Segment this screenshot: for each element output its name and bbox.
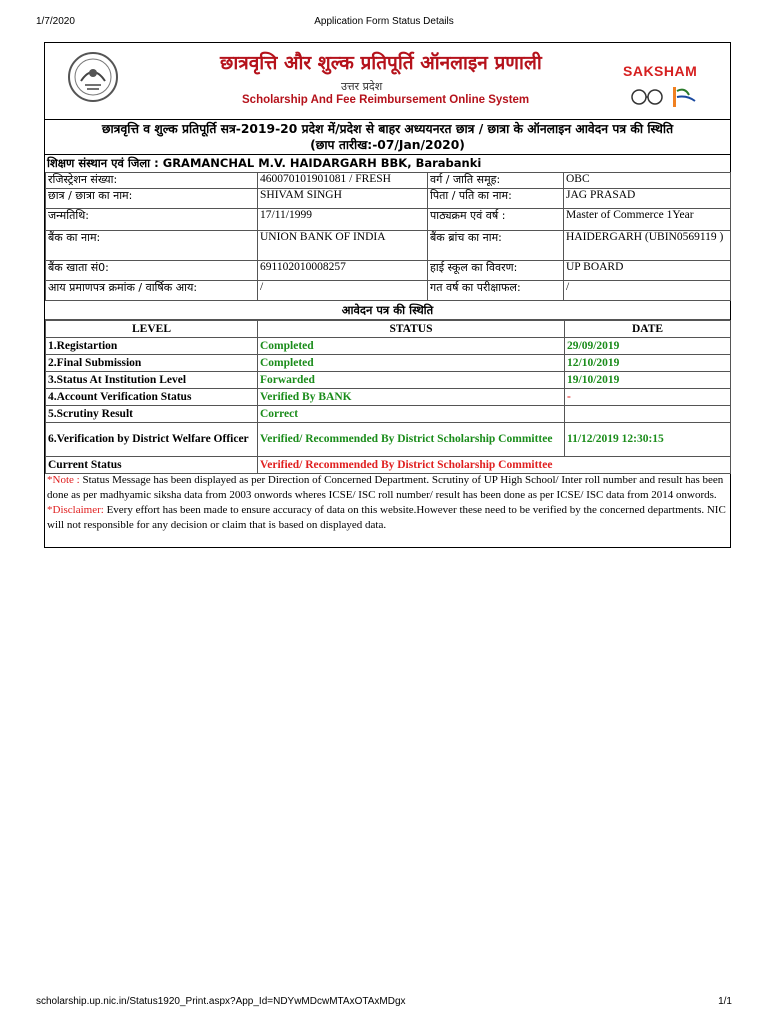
detail-label: हाई स्कूल का विवरण:: [428, 261, 564, 281]
date-cell: 29/09/2019: [565, 338, 731, 355]
status-cell: Completed: [258, 338, 565, 355]
table-row: [46, 423, 731, 457]
banner-title-english: Scholarship And Fee Reimbursement Online System: [242, 94, 530, 106]
date-cell: 19/10/2019: [565, 372, 731, 389]
detail-value: Master of Commerce 1Year: [564, 209, 731, 231]
status-cell: Forwarded: [258, 372, 565, 389]
detail-value: UP BOARD: [564, 261, 731, 281]
level-cell: 4.Account Verification Status: [46, 389, 258, 406]
table-row: [46, 209, 731, 231]
detail-value: /: [564, 281, 731, 301]
date-cell: [565, 406, 731, 423]
page-heading: [45, 119, 730, 155]
disclaimer-label: *Disclaimer:: [47, 504, 104, 516]
col-header-level: LEVEL: [46, 321, 258, 338]
print-title: Application Form Status Details: [314, 16, 454, 27]
table-row: [46, 261, 731, 281]
level-cell: 2.Final Submission: [46, 355, 258, 372]
detail-value: 460070101901081 / FRESH: [258, 173, 428, 189]
table-row: [46, 406, 731, 423]
detail-label: जन्मतिथि:: [46, 209, 258, 231]
print-page-number: 1/1: [718, 996, 732, 1007]
detail-value: 691102010008257: [258, 261, 428, 281]
saksham-digital-india-icon: [629, 83, 709, 115]
level-cell: 1.Registartion: [46, 338, 258, 355]
detail-label: पिता / पति का नाम:: [428, 189, 564, 209]
institution-row: [45, 155, 732, 172]
date-cell: 11/12/2019 12:30:15: [565, 423, 731, 457]
heading-line2: (छाप तारीख:-07/Jan/2020): [310, 138, 465, 152]
saksham-logo-text: SAKSHAM: [623, 63, 698, 79]
table-row: [46, 372, 731, 389]
status-cell: Verified By BANK: [258, 389, 565, 406]
note-text: Status Message has been displayed as per Direction of Concerned Department. Scrutiny of UP High School/ Inter roll number and result has been done as per madhyamic siksha data from 2003 onwords wheres ICSE/ ISC roll number/ result has been done as per ICSE/ ISC data from 2014 onwords.: [47, 474, 724, 501]
detail-label: बैंक खाता सं0:: [46, 261, 258, 281]
detail-value: JAG PRASAD: [564, 189, 731, 209]
detail-value: /: [258, 281, 428, 301]
notes-block: [47, 473, 729, 533]
status-cell: Completed: [258, 355, 565, 372]
col-header-status: STATUS: [258, 321, 565, 338]
table-row: [46, 338, 731, 355]
detail-label: बैंक ब्रांच का नाम:: [428, 231, 564, 261]
status-cell: Correct: [258, 406, 565, 423]
table-row: [46, 355, 731, 372]
banner: [45, 43, 730, 118]
detail-value: OBC: [564, 173, 731, 189]
detail-label: रजिस्ट्रेशन संख्या:: [46, 173, 258, 189]
detail-label: वर्ग / जाति समूह:: [428, 173, 564, 189]
disclaimer-text: Every effort has been made to ensure accuracy of data on this website.However these need to be verified by the concerned departments. NIC will not responsible for any decision or claim that is based on displayed data.: [47, 504, 726, 531]
current-status-row: [46, 457, 731, 474]
col-header-date: DATE: [565, 321, 731, 338]
level-cell: 6.Verification by District Welfare Officer: [46, 423, 258, 457]
print-header: [0, 16, 768, 30]
table-row: [46, 281, 731, 301]
status-table: [45, 320, 731, 474]
detail-label: छात्र / छात्रा का नाम:: [46, 189, 258, 209]
level-cell: 3.Status At Institution Level: [46, 372, 258, 389]
detail-label: पाठ्यक्रम एवं वर्ष :: [428, 209, 564, 231]
detail-label: बैंक का नाम:: [46, 231, 258, 261]
table-row: [46, 189, 731, 209]
current-status-label: Current Status: [46, 457, 258, 474]
table-header-row: [46, 321, 731, 338]
print-url: scholarship.up.nic.in/Status1920_Print.aspx?App_Id=NDYwMDcwMTAxOTAxMDgx: [36, 996, 406, 1007]
current-status-value: Verified/ Recommended By District Scholarship Committee: [258, 457, 731, 474]
status-cell: Verified/ Recommended By District Scholarship Committee: [258, 423, 565, 457]
status-form: [44, 42, 731, 548]
note-label: *Note :: [47, 474, 80, 486]
date-cell: 12/10/2019: [565, 355, 731, 372]
date-cell: -: [565, 389, 731, 406]
level-cell: 5.Scrutiny Result: [46, 406, 258, 423]
details-table: [45, 172, 731, 301]
banner-state: उत्तर प्रदेश: [341, 80, 383, 93]
detail-value: SHIVAM SINGH: [258, 189, 428, 209]
detail-value: HAIDERGARH (UBIN0569119 ): [564, 231, 731, 261]
detail-label: गत वर्ष का परीक्षाफल:: [428, 281, 564, 301]
status-section-heading: आवेदन पत्र की स्थिति: [45, 302, 730, 320]
institution-label: शिक्षण संस्थान एवं जिला :: [47, 156, 159, 170]
detail-label: आय प्रमाणपत्र क्रमांक / वार्षिक आय:: [46, 281, 258, 301]
table-row: [46, 231, 731, 261]
detail-value: UNION BANK OF INDIA: [258, 231, 428, 261]
table-row: [46, 389, 731, 406]
heading-line1: छात्रवृत्ति व शुल्क प्रतिपूर्ति सत्र-2019-20 प्रदेश में/प्रदेश से बाहर अध्ययनरत छात्र / छात्रा के ऑनलाइन आवेदन पत्र की स्थिति: [101, 122, 674, 136]
detail-value: 17/11/1999: [258, 209, 428, 231]
up-emblem-icon: [67, 51, 119, 103]
print-date: 1/7/2020: [36, 16, 75, 27]
institution-value: GRAMANCHAL M.V. HAIDARGARH BBK, Barabanki: [162, 156, 482, 170]
banner-title-hindi: छात्रवृत्ति और शुल्क प्रतिपूर्ति ऑनलाइन प्रणाली: [220, 52, 542, 74]
table-row: [46, 173, 731, 189]
